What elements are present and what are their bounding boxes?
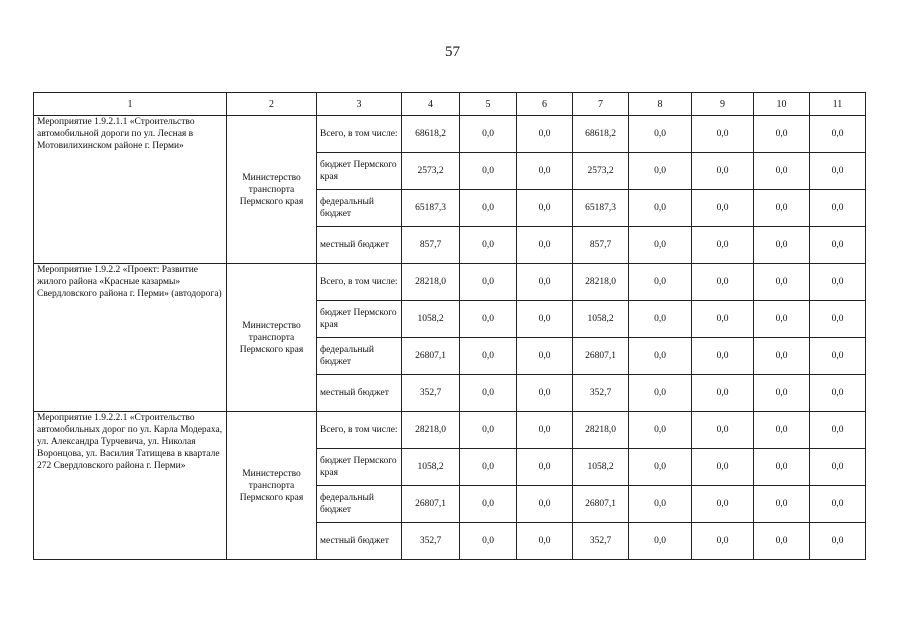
value-col-6: 0,0	[517, 190, 573, 227]
funding-source: Всего, в том числе:	[317, 116, 402, 153]
col-header-11: 11	[810, 93, 866, 116]
value-col-9: 0,0	[692, 301, 754, 338]
value-col-6: 0,0	[517, 227, 573, 264]
value-col-8: 0,0	[629, 449, 692, 486]
value-col-9: 0,0	[692, 375, 754, 412]
value-col-9: 0,0	[692, 412, 754, 449]
value-col-7: 857,7	[573, 227, 629, 264]
value-col-7: 68618,2	[573, 116, 629, 153]
measure-name: Мероприятие 1.9.2.2 «Проект: Развитие жилого района «Красные казармы» Свердловского района г. Перми» (автодорога)	[34, 264, 227, 412]
value-col-11: 0,0	[810, 486, 866, 523]
value-col-11: 0,0	[810, 227, 866, 264]
value-col-8: 0,0	[629, 375, 692, 412]
value-col-7: 1058,2	[573, 449, 629, 486]
value-col-11: 0,0	[810, 375, 866, 412]
col-header-10: 10	[754, 93, 810, 116]
value-col-8: 0,0	[629, 338, 692, 375]
value-col-10: 0,0	[754, 523, 810, 560]
value-col-4: 352,7	[402, 375, 460, 412]
value-col-9: 0,0	[692, 449, 754, 486]
value-col-11: 0,0	[810, 449, 866, 486]
value-col-4: 1058,2	[402, 301, 460, 338]
page-number: 57	[445, 44, 460, 60]
col-header-2: 2	[227, 93, 317, 116]
col-header-6: 6	[517, 93, 573, 116]
funding-source: бюджет Пермского края	[317, 301, 402, 338]
funding-source: Всего, в том числе:	[317, 264, 402, 301]
measure-name: Мероприятие 1.9.2.1.1 «Строительство автомобильной дороги по ул. Лесная в Мотовилихинском районе г. Перми»	[34, 116, 227, 264]
header-row	[34, 93, 866, 116]
value-col-7: 28218,0	[573, 264, 629, 301]
value-col-7: 26807,1	[573, 338, 629, 375]
value-col-9: 0,0	[692, 227, 754, 264]
value-col-5: 0,0	[460, 523, 517, 560]
value-col-7: 26807,1	[573, 486, 629, 523]
value-col-6: 0,0	[517, 412, 573, 449]
value-col-11: 0,0	[810, 153, 866, 190]
value-col-11: 0,0	[810, 523, 866, 560]
value-col-9: 0,0	[692, 264, 754, 301]
col-header-5: 5	[460, 93, 517, 116]
value-col-8: 0,0	[629, 301, 692, 338]
value-col-4: 1058,2	[402, 449, 460, 486]
value-col-8: 0,0	[629, 190, 692, 227]
value-col-5: 0,0	[460, 190, 517, 227]
value-col-6: 0,0	[517, 523, 573, 560]
value-col-5: 0,0	[460, 486, 517, 523]
value-col-8: 0,0	[629, 116, 692, 153]
funding-source: местный бюджет	[317, 375, 402, 412]
funding-source: федеральный бюджет	[317, 190, 402, 227]
col-header-3: 3	[317, 93, 402, 116]
col-header-7: 7	[573, 93, 629, 116]
value-col-9: 0,0	[692, 190, 754, 227]
value-col-4: 857,7	[402, 227, 460, 264]
value-col-6: 0,0	[517, 449, 573, 486]
value-col-7: 352,7	[573, 523, 629, 560]
value-col-4: 26807,1	[402, 486, 460, 523]
funding-source: федеральный бюджет	[317, 486, 402, 523]
col-header-8: 8	[629, 93, 692, 116]
budget-table	[33, 92, 866, 560]
value-col-6: 0,0	[517, 301, 573, 338]
value-col-10: 0,0	[754, 338, 810, 375]
value-col-11: 0,0	[810, 412, 866, 449]
value-col-10: 0,0	[754, 486, 810, 523]
funding-source: местный бюджет	[317, 523, 402, 560]
funding-source: бюджет Пермского края	[317, 153, 402, 190]
value-col-10: 0,0	[754, 412, 810, 449]
value-col-10: 0,0	[754, 449, 810, 486]
value-col-8: 0,0	[629, 412, 692, 449]
col-header-4: 4	[402, 93, 460, 116]
value-col-11: 0,0	[810, 116, 866, 153]
table-row	[34, 412, 866, 449]
value-col-5: 0,0	[460, 264, 517, 301]
value-col-4: 28218,0	[402, 264, 460, 301]
value-col-6: 0,0	[517, 486, 573, 523]
value-col-8: 0,0	[629, 227, 692, 264]
funding-source: местный бюджет	[317, 227, 402, 264]
value-col-5: 0,0	[460, 153, 517, 190]
value-col-5: 0,0	[460, 412, 517, 449]
value-col-8: 0,0	[629, 523, 692, 560]
value-col-5: 0,0	[460, 301, 517, 338]
funding-source: Всего, в том числе:	[317, 412, 402, 449]
value-col-11: 0,0	[810, 190, 866, 227]
col-header-9: 9	[692, 93, 754, 116]
col-header-1: 1	[34, 93, 227, 116]
value-col-4: 352,7	[402, 523, 460, 560]
value-col-8: 0,0	[629, 153, 692, 190]
measure-name: Мероприятие 1.9.2.2.1 «Строительство автомобильных дорог по ул. Карла Модераха, ул. Александра Турчевича, ул. Николая Воронцова, ул. Василия Татищева в квартале 272 Свердловского района г. Перми»	[34, 412, 227, 560]
table-row	[34, 116, 866, 153]
value-col-10: 0,0	[754, 264, 810, 301]
value-col-6: 0,0	[517, 264, 573, 301]
value-col-11: 0,0	[810, 301, 866, 338]
value-col-4: 28218,0	[402, 412, 460, 449]
value-col-6: 0,0	[517, 116, 573, 153]
value-col-6: 0,0	[517, 338, 573, 375]
value-col-7: 65187,3	[573, 190, 629, 227]
value-col-5: 0,0	[460, 449, 517, 486]
executor-name: Министерство транспорта Пермского края	[227, 116, 317, 264]
value-col-4: 68618,2	[402, 116, 460, 153]
value-col-7: 352,7	[573, 375, 629, 412]
value-col-9: 0,0	[692, 486, 754, 523]
value-col-10: 0,0	[754, 301, 810, 338]
value-col-9: 0,0	[692, 116, 754, 153]
funding-source: федеральный бюджет	[317, 338, 402, 375]
value-col-7: 1058,2	[573, 301, 629, 338]
value-col-10: 0,0	[754, 116, 810, 153]
executor-name: Министерство транспорта Пермского края	[227, 264, 317, 412]
value-col-4: 65187,3	[402, 190, 460, 227]
value-col-10: 0,0	[754, 227, 810, 264]
value-col-10: 0,0	[754, 190, 810, 227]
value-col-5: 0,0	[460, 375, 517, 412]
table-row	[34, 264, 866, 301]
value-col-6: 0,0	[517, 375, 573, 412]
value-col-5: 0,0	[460, 338, 517, 375]
executor-name: Министерство транспорта Пермского края	[227, 412, 317, 560]
value-col-9: 0,0	[692, 153, 754, 190]
value-col-11: 0,0	[810, 338, 866, 375]
value-col-6: 0,0	[517, 153, 573, 190]
value-col-8: 0,0	[629, 486, 692, 523]
funding-source: бюджет Пермского края	[317, 449, 402, 486]
value-col-10: 0,0	[754, 375, 810, 412]
value-col-8: 0,0	[629, 264, 692, 301]
value-col-10: 0,0	[754, 153, 810, 190]
value-col-9: 0,0	[692, 338, 754, 375]
value-col-5: 0,0	[460, 227, 517, 264]
value-col-7: 2573,2	[573, 153, 629, 190]
value-col-9: 0,0	[692, 523, 754, 560]
table-body	[34, 116, 866, 560]
value-col-4: 26807,1	[402, 338, 460, 375]
value-col-7: 28218,0	[573, 412, 629, 449]
value-col-4: 2573,2	[402, 153, 460, 190]
value-col-11: 0,0	[810, 264, 866, 301]
value-col-5: 0,0	[460, 116, 517, 153]
